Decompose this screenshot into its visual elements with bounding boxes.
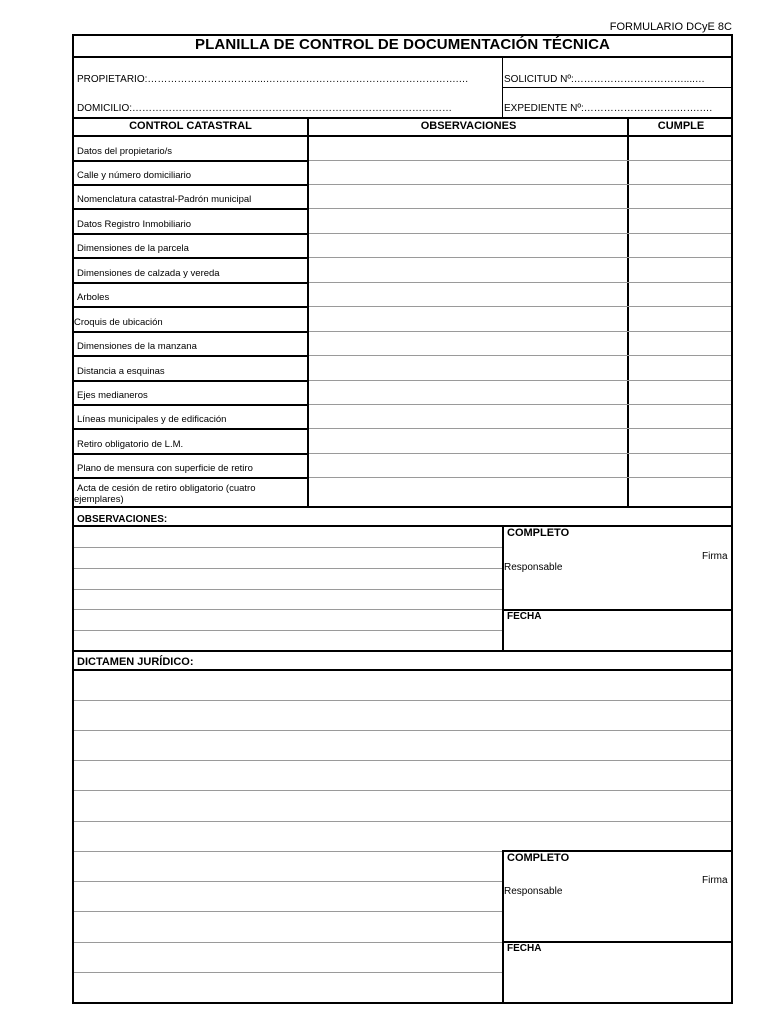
obs-line-3[interactable] <box>74 589 502 590</box>
dict-line-8[interactable] <box>74 911 502 912</box>
title-divider <box>72 56 733 58</box>
dict-responsable-label: Responsable <box>504 886 563 897</box>
table-row-cell-separator <box>309 380 731 381</box>
dict-line-7[interactable] <box>74 881 502 882</box>
table-row-label: Líneas municipales y de edificación <box>77 414 227 425</box>
table-row-separator <box>72 160 308 162</box>
dictamen-vdivider <box>502 850 504 1004</box>
table-vline-2 <box>627 117 629 507</box>
expediente-field[interactable]: EXPEDIENTE Nº:……………………….…….…. <box>504 103 713 114</box>
table-row-label: Calle y número domiciliario <box>77 170 192 181</box>
table-row-separator <box>72 404 308 406</box>
table-row-label: Nomenclatura catastral-Padrón municipal <box>77 194 252 205</box>
col-header-bottom-line <box>72 135 733 137</box>
table-row-cell-separator <box>309 477 731 478</box>
table-row-cell-separator <box>309 355 731 356</box>
obs-line-2[interactable] <box>74 568 502 569</box>
table-row-separator <box>72 208 308 210</box>
table-row-separator <box>72 477 308 479</box>
table-row-label: Dimensiones de calzada y vereda <box>77 268 220 279</box>
observaciones-section-title: OBSERVACIONES: <box>77 514 168 525</box>
obs-line-4[interactable] <box>74 609 502 610</box>
observaciones-bottom-line <box>72 650 733 652</box>
form-code: FORMULARIO DCyE 8C <box>609 21 732 33</box>
dict-fecha-label: FECHA <box>507 943 542 954</box>
table-vline-1 <box>307 117 309 507</box>
table-row-label-last-1: Acta de cesión de retiro obligatorio (cuatro <box>77 483 256 494</box>
table-row-cell-separator <box>309 257 731 258</box>
table-row-cell-separator <box>309 184 731 185</box>
obs-completo-label: COMPLETO <box>507 527 570 539</box>
dict-line-5[interactable] <box>74 821 731 822</box>
obs-firma-label: Firma <box>702 551 728 562</box>
table-row-separator <box>72 257 308 259</box>
table-row-label: Arboles <box>77 292 110 303</box>
table-row-separator <box>72 184 308 186</box>
obs-line-5[interactable] <box>74 630 502 631</box>
table-row-cell-separator <box>309 160 731 161</box>
obs-fecha-label: FECHA <box>507 611 542 622</box>
page-title: PLANILLA DE CONTROL DE DOCUMENTACIÓN TÉCNICA <box>195 36 610 53</box>
header-right-divider <box>502 87 733 88</box>
col-header-control: CONTROL CATASTRAL <box>129 120 252 132</box>
col-header-observaciones: OBSERVACIONES <box>420 120 517 132</box>
table-row-cell-separator <box>309 428 731 429</box>
table-row-label: Datos del propietario/s <box>77 146 173 157</box>
dict-line-10[interactable] <box>74 972 502 973</box>
obs-line-1[interactable] <box>74 547 502 548</box>
table-row-cell-separator <box>309 331 731 332</box>
dict-line-4[interactable] <box>74 790 731 791</box>
solicitud-field[interactable]: SOLICITUD Nº:……………………………....… <box>504 74 705 85</box>
col-header-cumple: CUMPLE <box>657 120 705 132</box>
dict-line-1[interactable] <box>74 700 731 701</box>
dictamen-section-title: DICTAMEN JURÍDICO: <box>77 656 194 668</box>
table-row-separator <box>72 306 308 308</box>
dictamen-title-line <box>72 669 733 671</box>
dict-completo-label: COMPLETO <box>507 852 570 864</box>
table-row-label: Ejes medianeros <box>77 390 148 401</box>
table-row-label: Croquis de ubicación <box>74 317 163 328</box>
table-bottom-line <box>72 506 733 508</box>
dict-line-9[interactable] <box>74 942 502 943</box>
domicilio-field[interactable]: DOMICILIO:…………………………………………………………………………………… <box>77 103 453 114</box>
table-row-cell-separator <box>309 233 731 234</box>
table-row-label: Datos Registro Inmobiliario <box>77 219 192 230</box>
propietario-field[interactable]: PROPIETARIO:……………………………...………………………………………………….… <box>77 74 469 85</box>
dict-line-3[interactable] <box>74 760 731 761</box>
table-row-cell-separator <box>309 306 731 307</box>
table-row-separator <box>72 282 308 284</box>
table-row-separator <box>72 233 308 235</box>
table-row-cell-separator <box>309 282 731 283</box>
table-row-separator <box>72 428 308 430</box>
dict-firma-label: Firma <box>702 875 728 886</box>
header-bottom-line <box>72 117 733 119</box>
dict-line-2[interactable] <box>74 730 731 731</box>
table-row-separator <box>72 331 308 333</box>
table-row-separator <box>72 355 308 357</box>
table-row-label: Dimensiones de la manzana <box>77 341 197 352</box>
observaciones-title-line <box>72 525 733 527</box>
table-row-label: Retiro obligatorio de L.M. <box>77 439 184 450</box>
table-row-separator <box>72 380 308 382</box>
table-row-label: Plano de mensura con superficie de retiro <box>77 463 253 474</box>
observaciones-vdivider <box>502 525 504 650</box>
table-row-label-last-2: ejemplares) <box>74 494 124 505</box>
table-row-cell-separator <box>309 404 731 405</box>
table-row-separator <box>72 453 308 455</box>
table-row-label: Dimensiones de la parcela <box>77 243 189 254</box>
dict-line-6[interactable] <box>74 851 502 852</box>
obs-responsable-label: Responsable <box>504 562 563 573</box>
table-row-cell-separator <box>309 453 731 454</box>
table-row-label: Distancia a esquinas <box>77 366 165 377</box>
table-row-cell-separator <box>309 208 731 209</box>
